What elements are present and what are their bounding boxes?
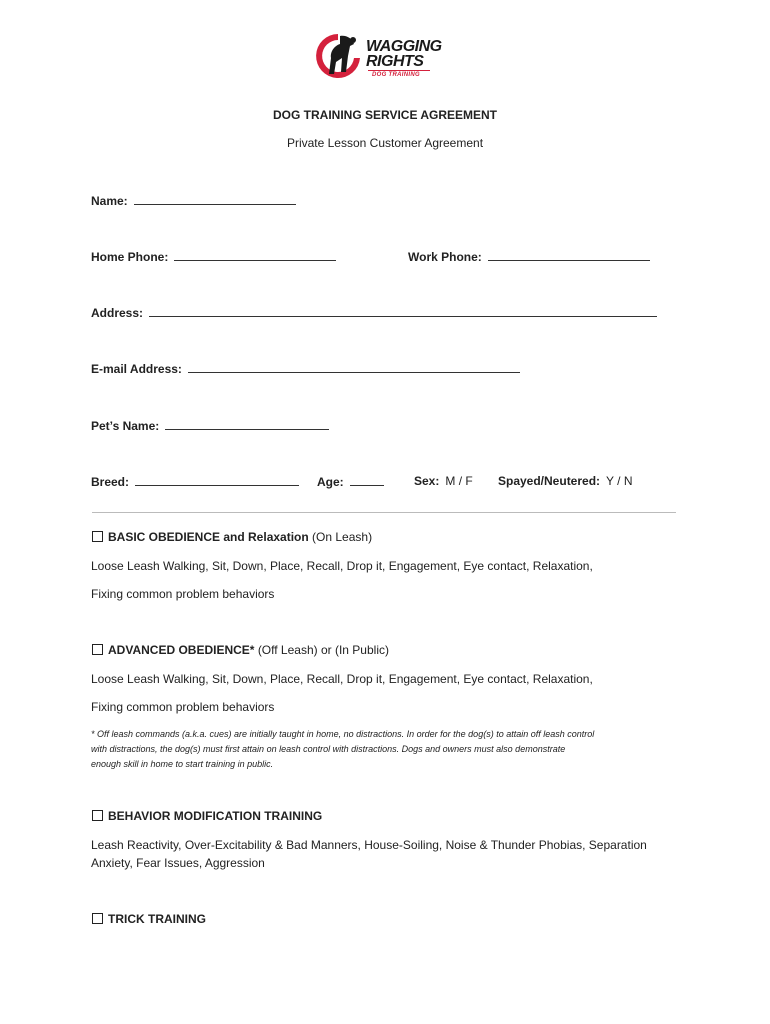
advanced-obedience-heading: [92, 643, 389, 657]
trick-training-checkbox[interactable]: [92, 913, 103, 924]
document-subtitle: Private Lesson Customer Agreement: [286, 136, 484, 150]
pet-name-field[interactable]: [165, 418, 329, 430]
wagging-rights-logo: [310, 28, 470, 84]
trick-training-title: TRICK TRAINING: [108, 912, 206, 926]
footnote-line1: * Off leash commands (a.k.a. cues) are initially taught in home, no distractions. In order for the dog(s) to attain off leash control: [91, 729, 595, 739]
basic-obedience-line1: Loose Leash Walking, Sit, Down, Place, Recall, Drop it, Engagement, Eye contact, Relaxation,: [91, 559, 593, 573]
spayed-label: Spayed/Neutered:: [498, 474, 601, 488]
breed-label: Breed:: [91, 475, 130, 489]
pet-name-row: [91, 418, 329, 433]
behavior-modification-checkbox[interactable]: [92, 810, 103, 821]
breed-field[interactable]: [135, 474, 299, 486]
dog-silhouette-icon: [310, 28, 366, 84]
age-label: Age:: [317, 475, 344, 489]
advanced-obedience-qualifier: (Off Leash) or (In Public): [257, 643, 389, 657]
basic-obedience-qualifier: (On Leash): [312, 530, 373, 544]
name-row: [91, 193, 296, 208]
behavior-modification-line1: Leash Reactivity, Over-Excitability & Bad Manners, House-Soiling, Noise & Thunder Phobias, Separation: [91, 838, 647, 852]
pet-name-label: Pet’s Name:: [91, 419, 160, 433]
home-phone-field[interactable]: [174, 249, 336, 261]
off-leash-footnote: [91, 727, 681, 772]
advanced-obedience-title: ADVANCED OBEDIENCE*: [108, 643, 255, 657]
document-title: DOG TRAINING SERVICE AGREEMENT: [272, 108, 498, 122]
logo-text-wagging: WAGGING: [366, 38, 442, 55]
logo-text-rights: RIGHTS: [366, 53, 424, 70]
work-phone-field[interactable]: [488, 249, 650, 261]
behavior-modification-line2: Anxiety, Fear Issues, Aggression: [91, 856, 265, 870]
advanced-obedience-line2: Fixing common problem behaviors: [91, 700, 275, 714]
section-divider: [92, 512, 676, 513]
address-field[interactable]: [149, 305, 657, 317]
age-row: [317, 474, 384, 489]
footnote-line3: enough skill in home to start training in public.: [91, 759, 274, 769]
email-label: E-mail Address:: [91, 362, 182, 376]
logo-tagline: DOG TRAINING: [372, 72, 420, 78]
address-row: [91, 305, 657, 320]
spayed-row: [498, 474, 633, 488]
spayed-options[interactable]: Y / N: [606, 474, 633, 488]
behavior-modification-heading: [92, 809, 322, 823]
basic-obedience-heading: [92, 530, 372, 544]
home-phone-label: Home Phone:: [91, 250, 169, 264]
trick-training-heading: [92, 912, 206, 926]
work-phone-row: [408, 249, 650, 264]
address-label: Address:: [91, 306, 144, 320]
behavior-modification-title: BEHAVIOR MODIFICATION TRAINING: [108, 809, 323, 823]
advanced-obedience-checkbox[interactable]: [92, 644, 103, 655]
work-phone-label: Work Phone:: [408, 250, 482, 264]
advanced-obedience-line1: Loose Leash Walking, Sit, Down, Place, Recall, Drop it, Engagement, Eye contact, Relaxation,: [91, 672, 593, 686]
basic-obedience-checkbox[interactable]: [92, 531, 103, 542]
basic-obedience-title: BASIC OBEDIENCE and Relaxation: [108, 530, 309, 544]
breed-row: [91, 474, 299, 489]
basic-obedience-line2: Fixing common problem behaviors: [91, 587, 275, 601]
home-phone-row: [91, 249, 336, 264]
name-field[interactable]: [134, 193, 296, 205]
footnote-line2: with distractions, the dog(s) must first attain on leash control with distractions. Dogs and owners must also demonstrate: [91, 744, 566, 754]
sex-row: [414, 474, 473, 488]
name-label: Name:: [91, 194, 128, 208]
age-field[interactable]: [350, 474, 384, 486]
email-row: [91, 361, 520, 376]
email-field[interactable]: [188, 361, 520, 373]
sex-label: Sex:: [414, 474, 440, 488]
logo-underline: [368, 70, 430, 71]
sex-options[interactable]: M / F: [445, 474, 473, 488]
